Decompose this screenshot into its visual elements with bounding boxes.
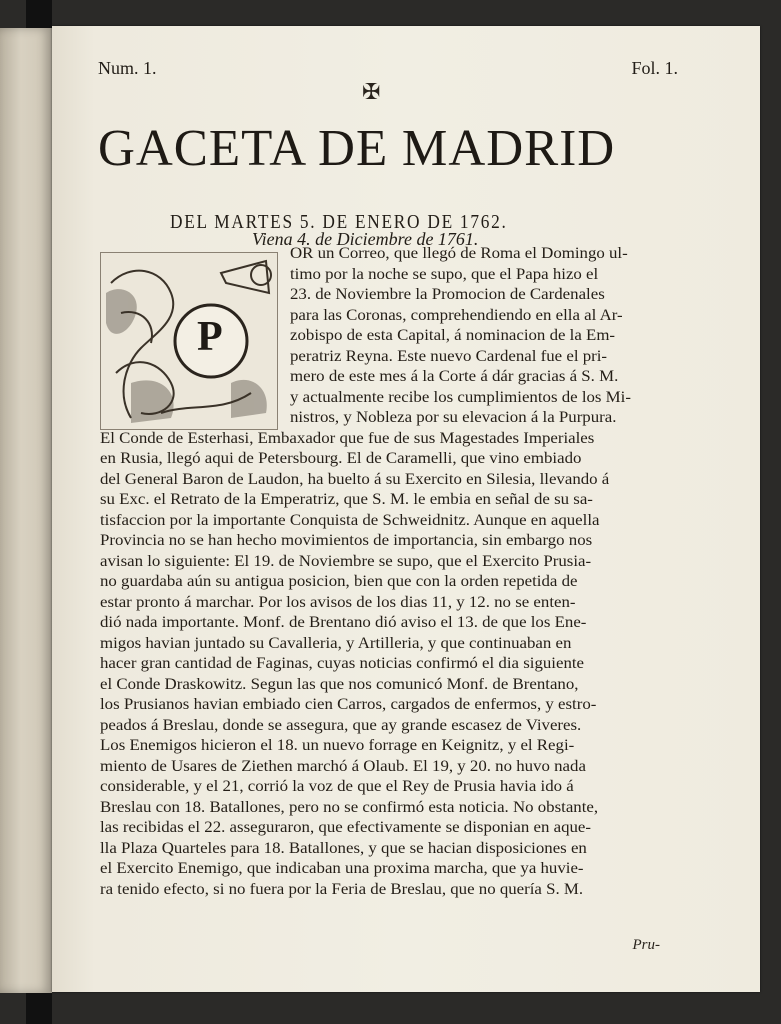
article-line: ra tenido efecto, si no fuera por la Feria de Breslau, que no quería S. M. bbox=[100, 880, 584, 898]
article-line: del General Baron de Laudon, ha buelto á su Exercito en Silesia, llevando á bbox=[100, 470, 610, 488]
binding-top bbox=[26, 0, 52, 30]
article-line: mero de este mes á la Corte á dár gracias á S. M. bbox=[290, 368, 619, 385]
article-line: miento de Usares de Ziethen marchó á Olaub. El 19, y 20. no huvo nada bbox=[100, 757, 586, 775]
issue-date: DEL MARTES 5. DE ENERO DE 1762. bbox=[170, 211, 508, 233]
article-line: para las Coronas, comprehendiendo en ella al Ar- bbox=[290, 306, 623, 324]
article-line: dió nada importante. Monf. de Brentano dió aviso el 13. de que los Ene- bbox=[100, 614, 587, 631]
cross-ornament-icon: ✠ bbox=[362, 80, 381, 105]
decorated-initial-icon bbox=[100, 252, 278, 430]
article-line: Breslau con 18. Batallones, pero no se confirmó esta noticia. No obstante, bbox=[100, 798, 599, 816]
gazette-page bbox=[52, 26, 760, 992]
article-line: los Prusianos havian embiado cien Carros, cargados de enfermos, y estro- bbox=[100, 696, 597, 713]
article-line: migos havian juntado su Cavalleria, y Artilleria, y que continuaban en bbox=[100, 634, 572, 652]
left-page-edge bbox=[0, 28, 52, 993]
binding-bottom bbox=[26, 990, 52, 1024]
article-line: no guardaba aún su antigua posicion, bien que con la orden repetida de bbox=[100, 573, 578, 590]
article-line: lla Plaza Quarteles para 18. Batallones, y que se hacian disposiciones en bbox=[100, 839, 587, 857]
article-line: su Exc. el Retrato de la Emperatriz, que S. M. le embia en señal de su sa- bbox=[100, 491, 593, 508]
issue-number: Num. 1. bbox=[98, 58, 157, 78]
article-line: peratriz Reyna. Este nuevo Cardenal fue el pri- bbox=[290, 347, 608, 365]
article-line: El Conde de Esterhasi, Embaxador que fue de sus Magestades Imperiales bbox=[100, 429, 595, 447]
article-line: zobispo de esta Capital, á nominacion de la Em- bbox=[290, 327, 616, 344]
initial-letter: P bbox=[197, 314, 223, 360]
article-line: en Rusia, llegó aqui de Petersbourg. El de Caramelli, que vino embiado bbox=[100, 450, 582, 467]
article-line: OR un Correo, que llegó de Roma el Domingo ul- bbox=[290, 245, 628, 262]
article-line: las recibidas el 22. asseguraron, que efectivamente se disponian en aque- bbox=[100, 819, 592, 836]
article-line: avisan lo siguiente: El 19. de Noviembre se supo, que el Exercito Prusia- bbox=[100, 552, 592, 570]
catchword: Pru- bbox=[632, 937, 660, 953]
article-line: tisfaccion por la importante Conquista de Schweidnitz. Aunque en aquella bbox=[100, 511, 600, 529]
article-line: Los Enemigos hicieron el 18. un nuevo forrage en Keignitz, y el Regi- bbox=[100, 737, 575, 754]
article-line: timo por la noche se supo, que el Papa hizo el bbox=[290, 265, 599, 283]
article-line: considerable, y el 21, corrió la voz de que el Rey de Prusia havia ido á bbox=[100, 778, 574, 795]
article-line: el Conde Draskowitz. Segun las que nos comunicó Monf. de Brentano, bbox=[100, 675, 579, 693]
page-header bbox=[98, 58, 678, 80]
newspaper-title: GACETA DE MADRID bbox=[98, 120, 616, 177]
folio-number: Fol. 1. bbox=[631, 58, 678, 78]
dateline: Viena 4. de Diciembre de 1761. bbox=[252, 229, 479, 249]
article-line: y actualmente recibe los cumplimientos de los Mi- bbox=[290, 388, 631, 406]
article-line: hacer gran cantidad de Faginas, cuyas noticias confirmó el dia siguiente bbox=[100, 655, 585, 672]
article-line: 23. de Noviembre la Promocion de Cardenales bbox=[290, 286, 605, 303]
article-line: el Exercito Enemigo, que indicaban una proxima marcha, que ya huvie- bbox=[100, 860, 584, 877]
article-line: peados á Breslau, donde se assegura, que ay grande escasez de Viveres. bbox=[100, 716, 582, 734]
article-line: Provincia no se han hecho movimientos de importancia, sin embargo nos bbox=[100, 532, 593, 549]
article-line: estar pronto á marchar. Por los avisos de los dias 11, y 12. no se enten- bbox=[100, 593, 576, 611]
article-line: nistros, y Nobleza por su elevacion á la Purpura. bbox=[290, 409, 617, 426]
